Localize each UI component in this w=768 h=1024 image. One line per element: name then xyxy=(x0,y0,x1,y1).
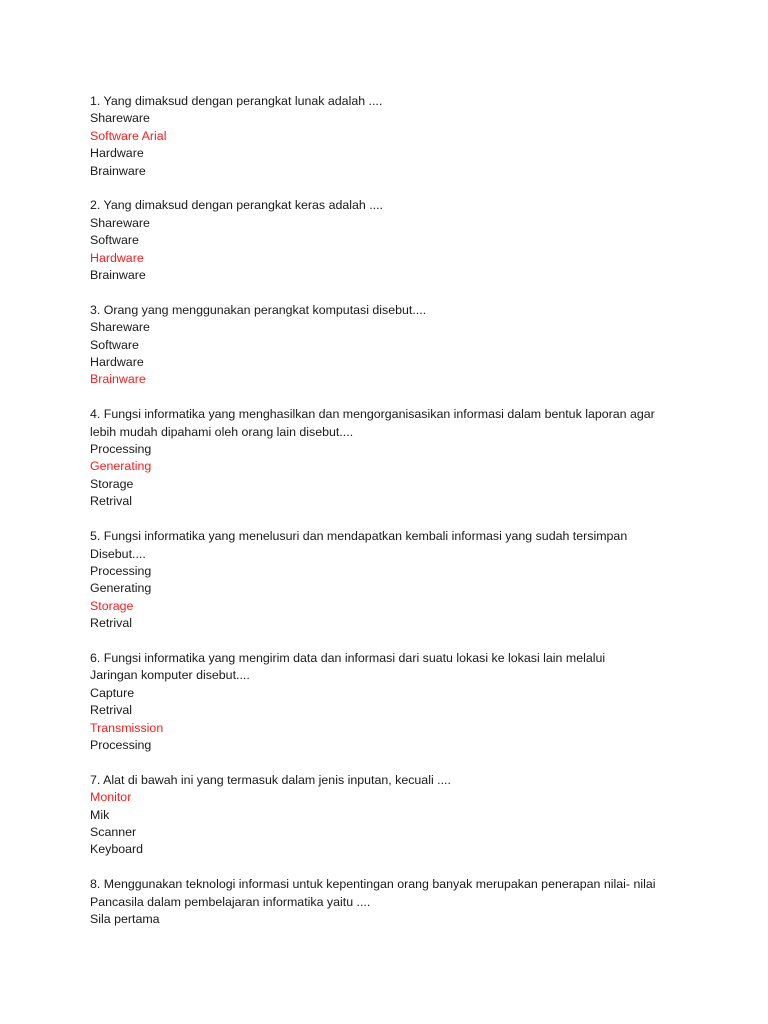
question-block xyxy=(90,302,690,389)
answer-option: Software xyxy=(90,337,139,352)
question-text: 2. Yang dimaksud dengan perangkat keras adalah .... xyxy=(90,198,383,213)
correct-answer-option: Storage xyxy=(90,598,134,613)
answer-option: Retrival xyxy=(90,494,132,509)
question-block xyxy=(90,876,690,928)
correct-answer-option: Brainware xyxy=(90,372,146,387)
correct-answer-option: Transmission xyxy=(90,720,164,735)
correct-answer-option: Monitor xyxy=(90,790,132,805)
answer-option: Software xyxy=(90,233,139,248)
answer-option: Processing xyxy=(90,737,152,752)
question-block xyxy=(90,650,690,754)
question-block xyxy=(90,197,690,284)
answer-option: Processing xyxy=(90,563,152,578)
question-text: 7. Alat di bawah ini yang termasuk dalam jenis inputan, kecuali .... xyxy=(90,772,451,787)
question-block xyxy=(90,772,690,859)
answer-option: Retrival xyxy=(90,616,132,631)
answer-option: Shareware xyxy=(90,320,150,335)
answer-option: Processing xyxy=(90,442,152,457)
question-text: Jaringan komputer disebut.... xyxy=(90,668,250,683)
question-text: Disebut.... xyxy=(90,546,146,561)
answer-option: Scanner xyxy=(90,824,137,839)
question-text: 8. Menggunakan teknologi informasi untuk kepentingan orang banyak merupakan penerapan nilai- nilai xyxy=(90,877,656,892)
question-text: 4. Fungsi informatika yang menghasilkan dan mengorganisasikan informasi dalam bentuk laporan agar xyxy=(90,407,655,422)
correct-answer-option: Hardware xyxy=(90,250,144,265)
question-text: lebih mudah dipahami oleh orang lain disebut.... xyxy=(90,424,354,439)
correct-answer-option: Generating xyxy=(90,459,152,474)
answer-option: Generating xyxy=(90,581,152,596)
answer-option: Brainware xyxy=(90,163,146,178)
question-text: 1. Yang dimaksud dengan perangkat lunak adalah .... xyxy=(90,94,383,108)
answer-option: Mik xyxy=(90,807,110,822)
answer-option: Shareware xyxy=(90,111,150,126)
answer-option: Storage xyxy=(90,476,134,491)
answer-option: Brainware xyxy=(90,268,146,283)
answer-option: Hardware xyxy=(90,146,144,161)
answer-option: Keyboard xyxy=(90,842,144,857)
answer-option: Capture xyxy=(90,685,135,700)
answer-option: Retrival xyxy=(90,703,132,718)
question-block xyxy=(90,93,690,180)
question-text: 3. Orang yang menggunakan perangkat komputasi disebut.... xyxy=(90,302,427,317)
answer-option: Shareware xyxy=(90,215,150,230)
question-text: Pancasila dalam pembelajaran informatika yaitu .... xyxy=(90,894,371,909)
answer-option: Sila pertama xyxy=(90,911,160,926)
question-block xyxy=(90,406,690,510)
correct-answer-option: Software Arial xyxy=(90,128,167,143)
document-page xyxy=(90,93,690,946)
answer-option: Hardware xyxy=(90,355,144,370)
question-text: 6. Fungsi informatika yang mengirim data dan informasi dari suatu lokasi ke lokasi lain melalui xyxy=(90,650,606,665)
question-block xyxy=(90,528,690,632)
question-text: 5. Fungsi informatika yang menelusuri dan mendapatkan kembali informasi yang sudah tersimpan xyxy=(90,529,628,544)
